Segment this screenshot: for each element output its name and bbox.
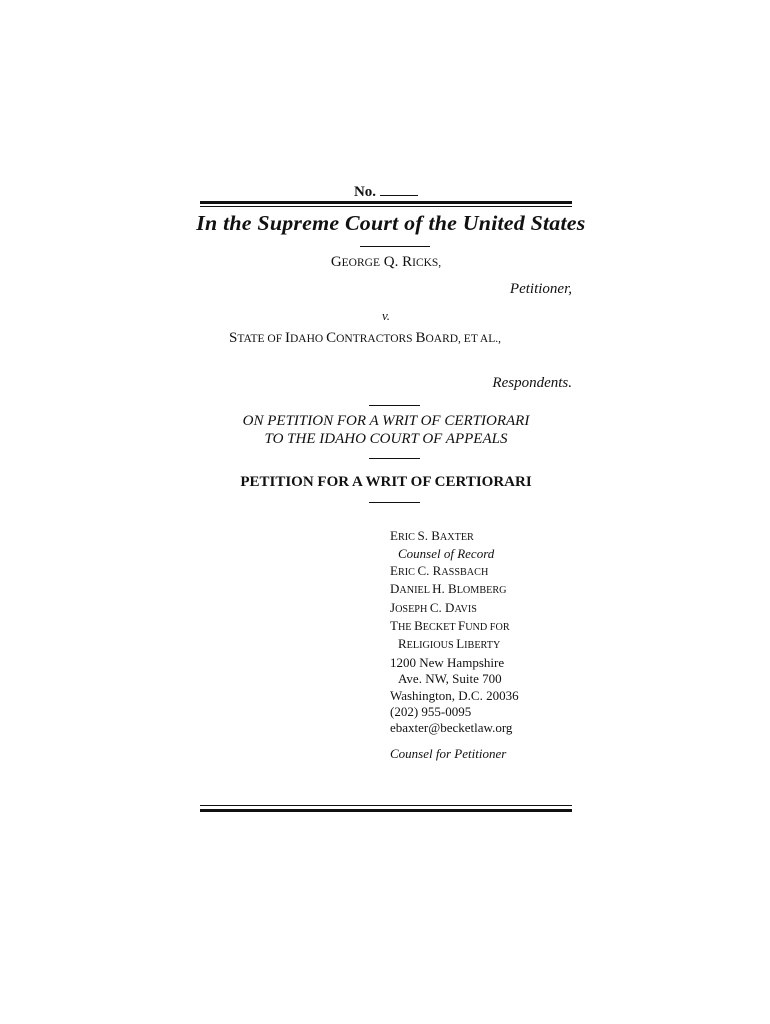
respondent-role: Respondents. <box>492 375 572 391</box>
docket-label: No. <box>353 184 377 200</box>
top-rule-thick <box>200 201 572 204</box>
respondent-name: STATE OF IDAHO CONTRACTORS BOARD, ET AL., <box>229 330 501 346</box>
document-title: PETITION FOR A WRIT OF CERTIORARI <box>240 474 532 490</box>
counsel-line: JOSEPH C. DAVIS <box>390 599 477 615</box>
counsel-line: Counsel of Record <box>398 546 495 562</box>
counsel-line: Washington, D.C. 20036 <box>390 687 519 703</box>
top-rule-thin <box>200 206 572 207</box>
counsel-block <box>390 528 519 762</box>
counsel-line: 1200 New Hampshire <box>390 654 505 670</box>
counsel-email: ebaxter@becketlaw.org <box>390 720 513 736</box>
section-divider-1 <box>360 246 430 247</box>
bottom-rule-thin <box>200 805 572 806</box>
petitioner-role: Petitioner, <box>509 281 572 297</box>
counsel-line: (202) 955-0095 <box>390 704 472 720</box>
counsel-line: Ave. NW, Suite 700 <box>398 671 502 687</box>
court-title: In the Supreme Court of the United States <box>196 211 586 235</box>
counsel-line: RELIGIOUS LIBERTY <box>398 636 501 652</box>
section-divider-2 <box>369 405 420 406</box>
section-divider-4 <box>369 502 420 503</box>
counsel-line: DANIEL H. BLOMBERG <box>390 581 507 597</box>
proceeding-line-1: ON PETITION FOR A WRIT OF CERTIORARI <box>242 413 530 429</box>
section-divider-3 <box>369 458 420 459</box>
docket-number <box>200 183 572 201</box>
docket-blank <box>380 183 418 196</box>
petitioner-name: GEORGE Q. RICKS, <box>330 254 442 270</box>
counsel-role: Counsel for Petitioner <box>390 745 507 761</box>
bottom-rule-thick <box>200 809 572 812</box>
proceeding-line-2: TO THE IDAHO COURT OF APPEALS <box>264 431 508 447</box>
counsel-line: THE BECKET FUND FOR <box>390 618 510 634</box>
counsel-line: ERIC C. RASSBACH <box>390 562 489 578</box>
counsel-line: ERIC S. BAXTER <box>390 528 474 543</box>
versus: v. <box>381 308 391 323</box>
